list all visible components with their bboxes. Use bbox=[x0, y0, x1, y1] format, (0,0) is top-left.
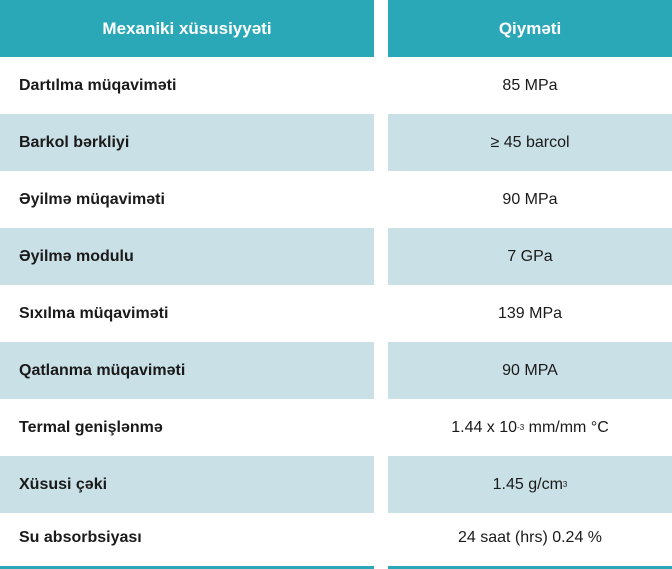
table-row bbox=[0, 456, 672, 513]
row-value: 90 MPA bbox=[388, 342, 672, 399]
row-value: 1.45 g/cm 3 bbox=[388, 456, 672, 513]
row-property: Əyilmə müqaviməti bbox=[19, 190, 165, 208]
table-row bbox=[0, 171, 672, 228]
row-value: 7 GPa bbox=[388, 228, 672, 285]
row-property: Barkol bərkliyi bbox=[0, 114, 374, 171]
row-value: ≥ 45 barcol bbox=[388, 114, 672, 171]
table-row bbox=[0, 509, 672, 566]
value-text: 1.45 g/cm bbox=[492, 475, 563, 493]
row-value: 24 saat (hrs) 0.24 % bbox=[457, 528, 603, 546]
row-property: Qatlanma müqaviməti bbox=[0, 342, 374, 399]
row-property: Su absorbsiyası bbox=[19, 528, 142, 546]
row-property: Əyilmə modulu bbox=[0, 228, 374, 285]
table-row bbox=[0, 228, 672, 285]
header-value: Qiyməti bbox=[388, 0, 672, 57]
row-property: Termal genişlənmə bbox=[19, 418, 163, 436]
row-value: 90 MPa bbox=[502, 190, 558, 208]
table-row bbox=[0, 57, 672, 114]
header-property: Mexaniki xüsusiyyəti bbox=[0, 0, 374, 57]
table-row bbox=[0, 399, 672, 456]
row-value: 139 MPa bbox=[497, 304, 563, 322]
row-property: Sıxılma müqaviməti bbox=[19, 304, 169, 322]
table-row bbox=[0, 285, 672, 342]
row-value: 1.44 x 10 -3 mm/mm °C bbox=[451, 418, 609, 436]
row-property: Xüsusi çəki bbox=[0, 456, 374, 513]
table-row bbox=[0, 114, 672, 171]
value-unit: mm/mm °C bbox=[524, 418, 609, 436]
row-property: Dartılma müqaviməti bbox=[19, 76, 177, 94]
table-row bbox=[0, 342, 672, 399]
value-text: 1.44 x 10 bbox=[451, 418, 518, 436]
table-header bbox=[0, 0, 672, 57]
row-value: 85 MPa bbox=[502, 76, 558, 94]
